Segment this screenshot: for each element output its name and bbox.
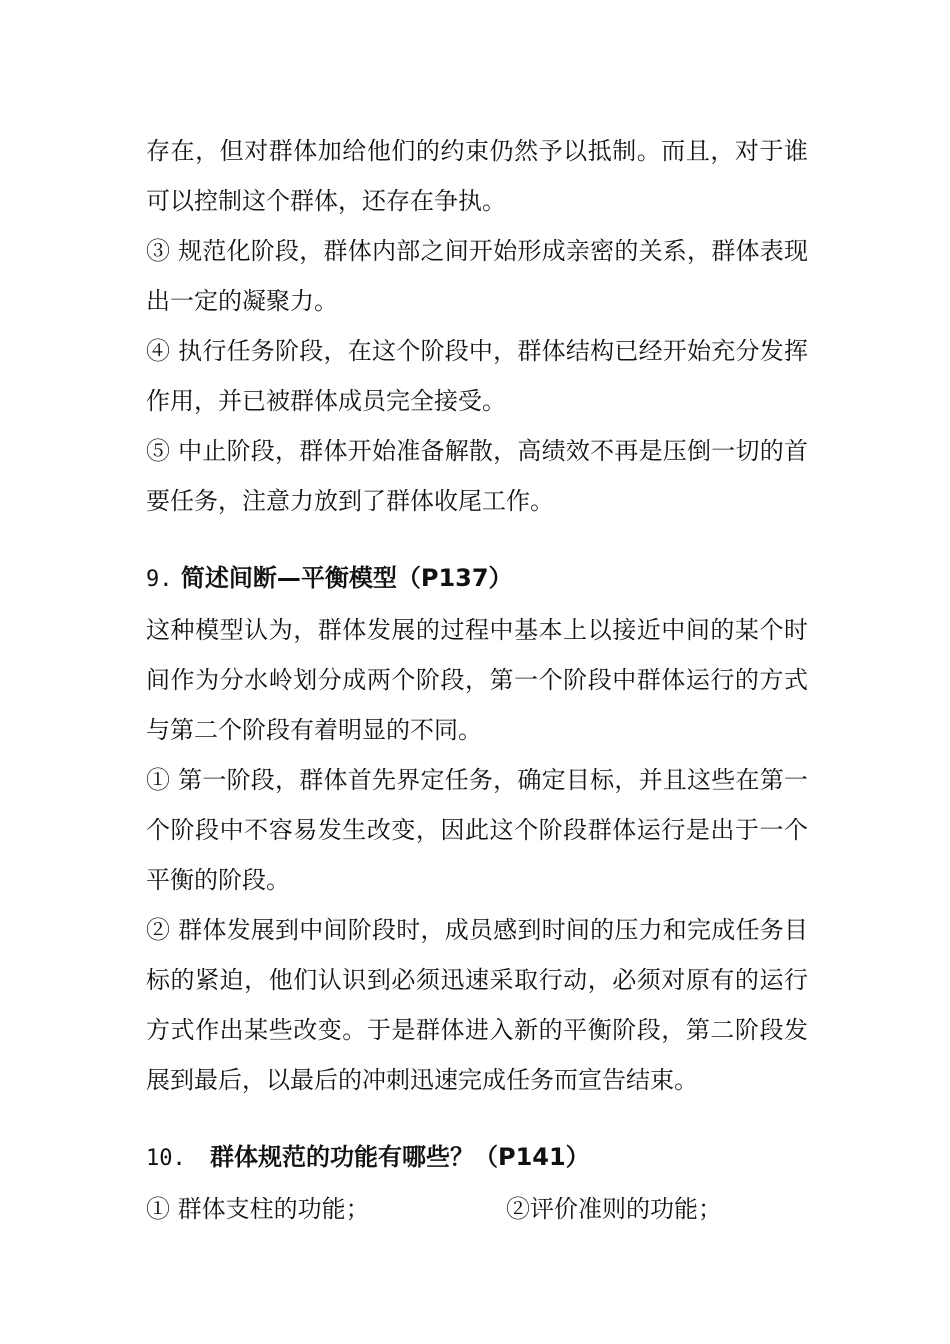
section-number: 9. xyxy=(146,567,173,592)
section-heading-10 xyxy=(146,1132,808,1184)
paragraph: ⑤ 中止阶段，群体开始准备解散，高绩效不再是压倒一切的首要任务，注意力放到了群体收尾工作。 xyxy=(146,437,808,515)
section-gap xyxy=(146,526,808,553)
section-number: 10. xyxy=(146,1146,186,1171)
section-title: 群体规范的功能有哪些？（P141） xyxy=(210,1143,590,1171)
paragraph: 存在，但对群体加给他们的约束仍然予以抵制。而且，对于谁可以控制这个群体，还存在争执。 xyxy=(146,137,808,215)
paragraph: ④ 执行任务阶段，在这个阶段中，群体结构已经开始充分发挥作用，并已被群体成员完全接受。 xyxy=(146,337,808,415)
paragraph: ② 群体发展到中间阶段时，成员感到时间的压力和完成任务目标的紧迫，他们认识到必须迅速采取行动，必须对原有的运行方式作出某些改变。于是群体进入新的平衡阶段，第二阶段发展到最后，以最后的冲刺迅速完成任务而宣告结束。 xyxy=(146,916,808,1094)
document-body xyxy=(146,126,808,1234)
paragraph: 这种模型认为，群体发展的过程中基本上以接近中间的某个时间作为分水岭划分成两个阶段，第一个阶段中群体运行的方式与第二个阶段有着明显的不同。 xyxy=(146,616,808,744)
section-title: 简述间断—平衡模型（P137） xyxy=(180,564,513,592)
paragraph: ① 第一阶段，群体首先界定任务，确定目标，并且这些在第一个阶段中不容易发生改变，因此这个阶段群体运行是出于一个平衡的阶段。 xyxy=(146,766,808,894)
section-heading-9 xyxy=(146,553,808,605)
paragraph: ③ 规范化阶段，群体内部之间开始形成亲密的关系，群体表现出一定的凝聚力。 xyxy=(146,237,808,315)
list-item: ① 群体支柱的功能； xyxy=(146,1195,370,1223)
section-gap xyxy=(146,1105,808,1132)
list-item: ②评价准则的功能； xyxy=(506,1195,722,1223)
function-list xyxy=(146,1184,808,1234)
